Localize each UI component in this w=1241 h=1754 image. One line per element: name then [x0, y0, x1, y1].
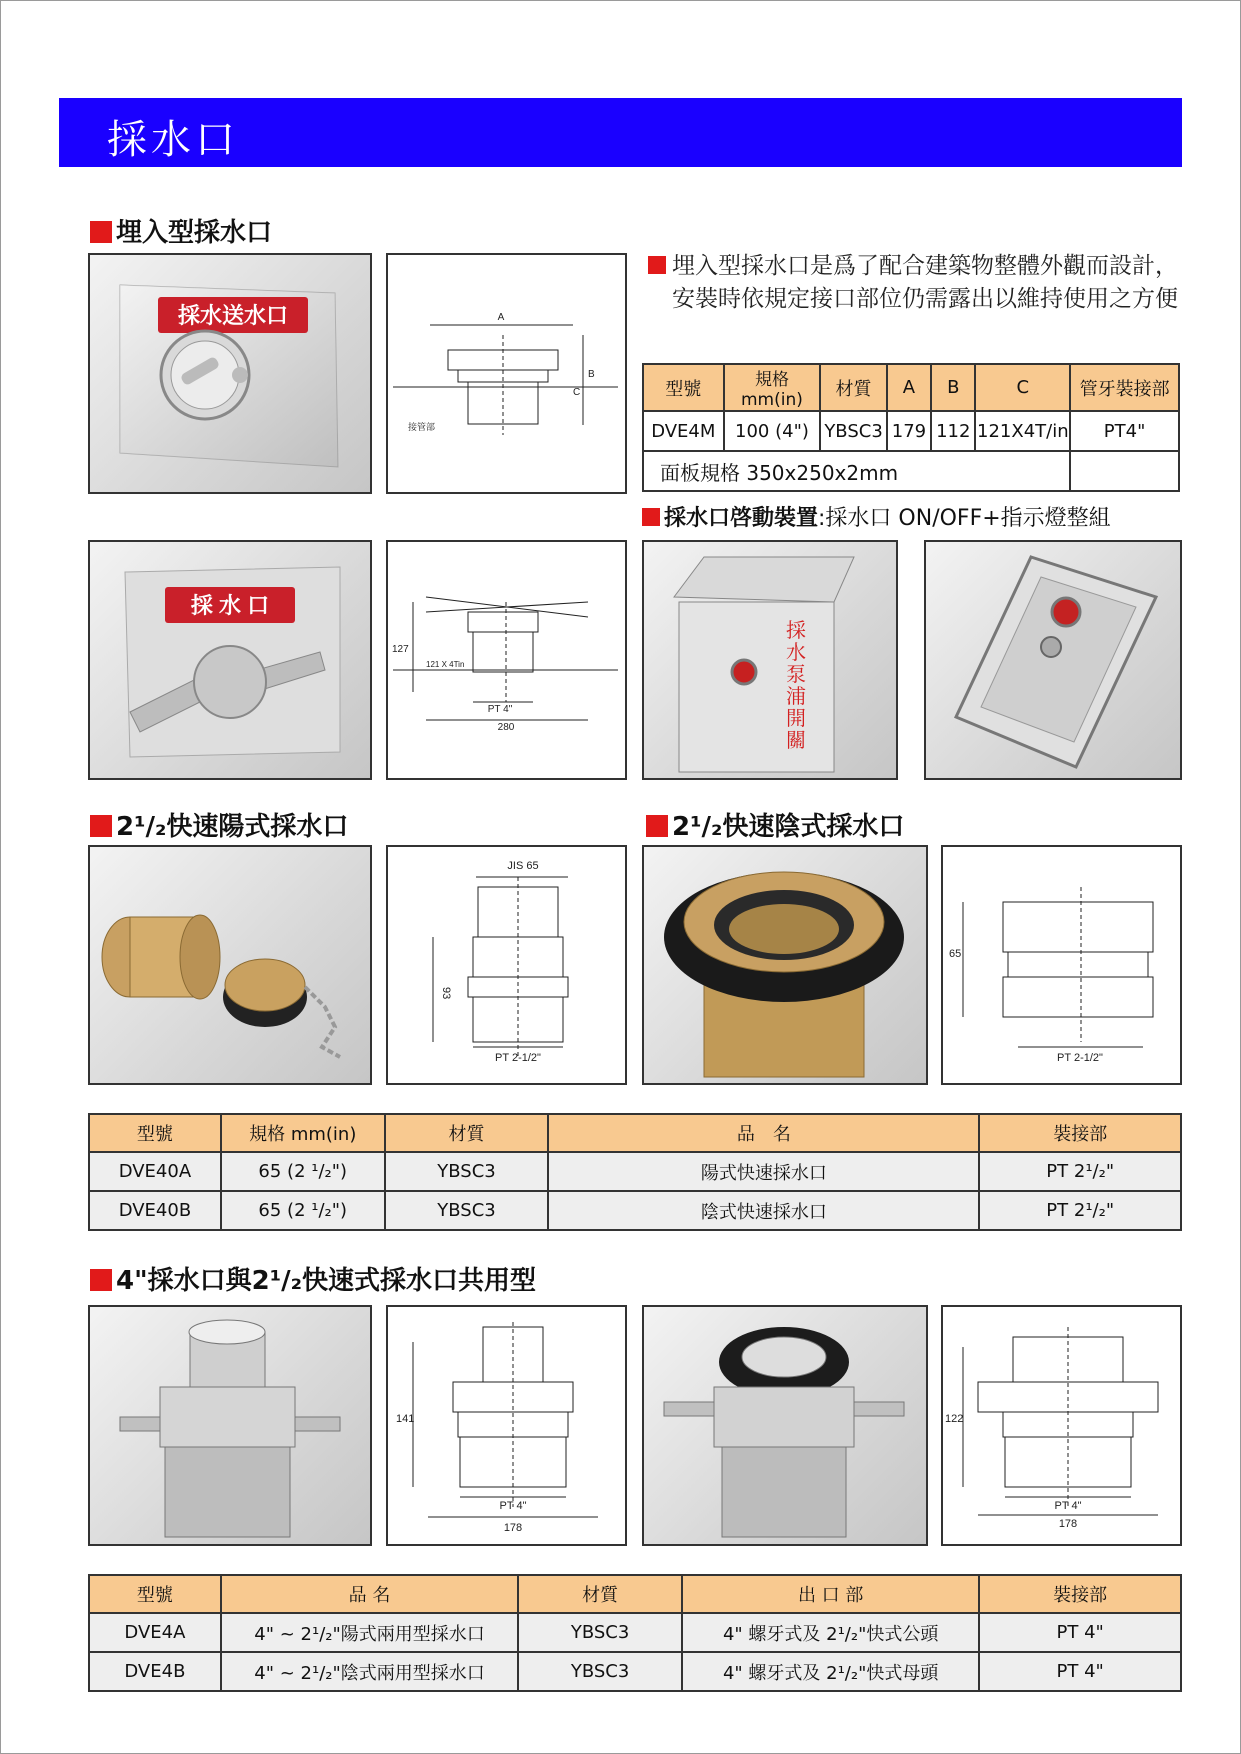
table-cell: 121X4T/in: [975, 411, 1070, 451]
table-row: [89, 1191, 1181, 1230]
svg-text:PT 2-1/2": PT 2-1/2": [495, 1052, 541, 1064]
spec-table-combo: [88, 1574, 1182, 1692]
table-header-cell: 品 名: [221, 1575, 518, 1613]
female-coupling-photo: [642, 845, 928, 1085]
table-cell: 100 (4"): [724, 411, 821, 451]
section-label: 2¹/₂快速陽式採水口: [116, 812, 349, 842]
outlet-plate-photo: [88, 540, 372, 780]
table-cell: PT 2¹/₂": [979, 1152, 1181, 1191]
section-label: 埋入型採水口: [116, 218, 273, 248]
svg-text:關: 關: [786, 730, 806, 752]
table-cell: 65 (2 ¹/₂"): [221, 1152, 385, 1191]
table-header-cell: 材質: [820, 364, 886, 411]
table-cell: PT 4": [979, 1652, 1181, 1691]
section-title-embedded: [90, 212, 272, 249]
svg-text:A: A: [497, 312, 505, 323]
male-combo-outlet-illustration: [90, 1307, 370, 1544]
svg-text:93: 93: [440, 987, 452, 1000]
table-header-cell: 規格 mm(in): [221, 1114, 385, 1152]
spec-table-quick-coupling: [88, 1113, 1182, 1231]
male-coupling-drawing: [386, 845, 627, 1085]
outlet-plate-drawing: [386, 540, 627, 780]
svg-text:PT 4": PT 4": [1054, 1500, 1082, 1512]
table-cell: DVE4M: [643, 411, 724, 451]
table-header-cell: 裝接部: [979, 1575, 1181, 1613]
female-coupling-drawing: [941, 845, 1182, 1085]
svg-text:泵: 泵: [786, 664, 806, 686]
svg-text:PT 4": PT 4": [499, 1500, 527, 1512]
table-cell: YBSC3: [385, 1191, 549, 1230]
table-cell: PT 2¹/₂": [979, 1191, 1181, 1230]
table-cell: YBSC3: [820, 411, 886, 451]
section-title-male: [90, 806, 348, 843]
table-cell: 陽式快速採水口: [548, 1152, 979, 1191]
spec-table-embedded: [642, 363, 1180, 492]
red-square-marker: [646, 815, 668, 837]
svg-text:122: 122: [945, 1413, 964, 1425]
female-combo-outlet-illustration: [644, 1307, 926, 1544]
table-cell: 4" 螺牙式及 2¹/₂"快式公頭: [682, 1613, 979, 1652]
section-title-combo: [90, 1260, 536, 1297]
red-square-marker: [648, 256, 666, 274]
table-header-cell: 型號: [89, 1114, 221, 1152]
table-cell-empty: [1070, 451, 1179, 491]
section-label: 4"採水口與2¹/₂快速式採水口共用型: [116, 1266, 536, 1296]
plate-label: 採水送水口: [177, 303, 289, 328]
table-cell: 陰式快速採水口: [548, 1191, 979, 1230]
table-cell: DVE40A: [89, 1152, 221, 1191]
table-row: [89, 1652, 1181, 1691]
table-header-row: [89, 1575, 1181, 1613]
pump-switch-cabinet-illustration: [644, 542, 896, 778]
table-header-cell: A: [887, 364, 931, 411]
svg-text:接管部: 接管部: [408, 422, 436, 432]
technical-drawing: [388, 847, 625, 1083]
svg-text:178: 178: [503, 1522, 523, 1534]
red-square-marker: [90, 221, 112, 243]
indicator-switch-plate-photo: [924, 540, 1182, 780]
table-header-cell: C: [975, 364, 1070, 411]
table-cell: 179: [887, 411, 931, 451]
table-cell: 65 (2 ¹/₂"): [221, 1191, 385, 1230]
table-cell: 112: [931, 411, 975, 451]
embedded-description: [648, 250, 1188, 316]
table-cell: YBSC3: [518, 1652, 682, 1691]
table-cell: DVE40B: [89, 1191, 221, 1230]
embedded-outlet-photo: [88, 253, 372, 494]
activation-bold: 採水口啓動裝置: [664, 506, 819, 531]
table-cell: YBSC3: [385, 1152, 549, 1191]
table-cell: DVE4A: [89, 1613, 221, 1652]
description-text: 埋入型採水口是爲了配合建築物整體外觀而設計，安裝時依規定接口部位仍需露出以維持使用之方便: [672, 253, 1178, 312]
svg-text:JIS 65: JIS 65: [507, 860, 539, 872]
svg-text:PT 4": PT 4": [487, 704, 513, 715]
svg-text:C: C: [573, 387, 581, 398]
table-cell: 4" ~ 2¹/₂"陰式兩用型採水口: [221, 1652, 518, 1691]
table-header-cell: 型號: [89, 1575, 221, 1613]
pump-switch-cabinet-photo: [642, 540, 898, 780]
page-title: 採水口: [107, 117, 239, 163]
table-header-cell: 管牙裝接部: [1070, 364, 1179, 411]
table-header-cell: 型號: [643, 364, 724, 411]
section-label: 2¹/₂快速陰式採水口: [672, 812, 905, 842]
table-header-cell: 裝接部: [979, 1114, 1181, 1152]
table-row: [89, 1613, 1181, 1652]
section-title-female: [646, 806, 904, 843]
svg-text:開: 開: [786, 708, 806, 730]
male-coupling-photo: [88, 845, 372, 1085]
plate-label: 採 水 口: [190, 593, 270, 618]
embedded-outlet-illustration: [90, 255, 370, 492]
red-square-marker: [90, 1269, 112, 1291]
table-cell: 4" 螺牙式及 2¹/₂"快式母頭: [682, 1652, 979, 1691]
technical-drawing: [943, 847, 1180, 1083]
svg-text:B: B: [588, 369, 595, 380]
table-cell: YBSC3: [518, 1613, 682, 1652]
svg-text:採: 採: [786, 620, 806, 642]
panel-spec-cell: 面板規格 350x250x2mm: [643, 451, 1070, 491]
table-row: [643, 451, 1179, 491]
male-combo-outlet-photo: [88, 1305, 372, 1546]
table-header-cell: 材質: [385, 1114, 549, 1152]
table-cell: DVE4B: [89, 1652, 221, 1691]
male-combo-outlet-drawing: [386, 1305, 627, 1546]
table-header-cell: 規格 mm(in): [724, 364, 821, 411]
technical-drawing: [388, 255, 625, 492]
embedded-outlet-drawing: [386, 253, 627, 494]
svg-text:280: 280: [497, 722, 515, 733]
table-header-row: [89, 1114, 1181, 1152]
svg-text:178: 178: [1058, 1518, 1078, 1530]
svg-text:141: 141: [396, 1413, 415, 1425]
svg-text:127: 127: [392, 644, 409, 655]
title-banner: [59, 98, 1182, 167]
table-header-cell: B: [931, 364, 975, 411]
female-combo-outlet-photo: [642, 1305, 928, 1546]
table-header-row: [643, 364, 1179, 411]
table-cell: 4" ~ 2¹/₂"陽式兩用型採水口: [221, 1613, 518, 1652]
table-header-cell: 材質: [518, 1575, 682, 1613]
outlet-plate-illustration: [90, 542, 370, 778]
table-header-cell: 出 口 部: [682, 1575, 979, 1613]
svg-text:65: 65: [949, 948, 962, 960]
svg-text:121 X 4Tin: 121 X 4Tin: [426, 660, 465, 669]
table-cell: PT 4": [979, 1613, 1181, 1652]
female-coupling-illustration: [644, 847, 926, 1083]
table-cell: PT4": [1070, 411, 1179, 451]
technical-drawing: [943, 1307, 1180, 1544]
female-combo-outlet-drawing: [941, 1305, 1182, 1546]
table-row: [89, 1152, 1181, 1191]
svg-text:水: 水: [786, 642, 806, 664]
male-coupling-illustration: [90, 847, 370, 1083]
table-header-cell: 品 名: [548, 1114, 979, 1152]
svg-text:PT 2-1/2": PT 2-1/2": [1057, 1052, 1103, 1064]
activation-rest: :採水口 ON/OFF+指示燈整組: [818, 506, 1111, 531]
red-square-marker: [642, 508, 660, 526]
indicator-switch-plate-illustration: [926, 542, 1180, 778]
svg-text:浦: 浦: [786, 686, 806, 708]
technical-drawing: [388, 542, 625, 778]
technical-drawing: [388, 1307, 625, 1544]
table-row: [643, 411, 1179, 451]
red-square-marker: [90, 815, 112, 837]
activation-device-title: [642, 501, 1111, 532]
